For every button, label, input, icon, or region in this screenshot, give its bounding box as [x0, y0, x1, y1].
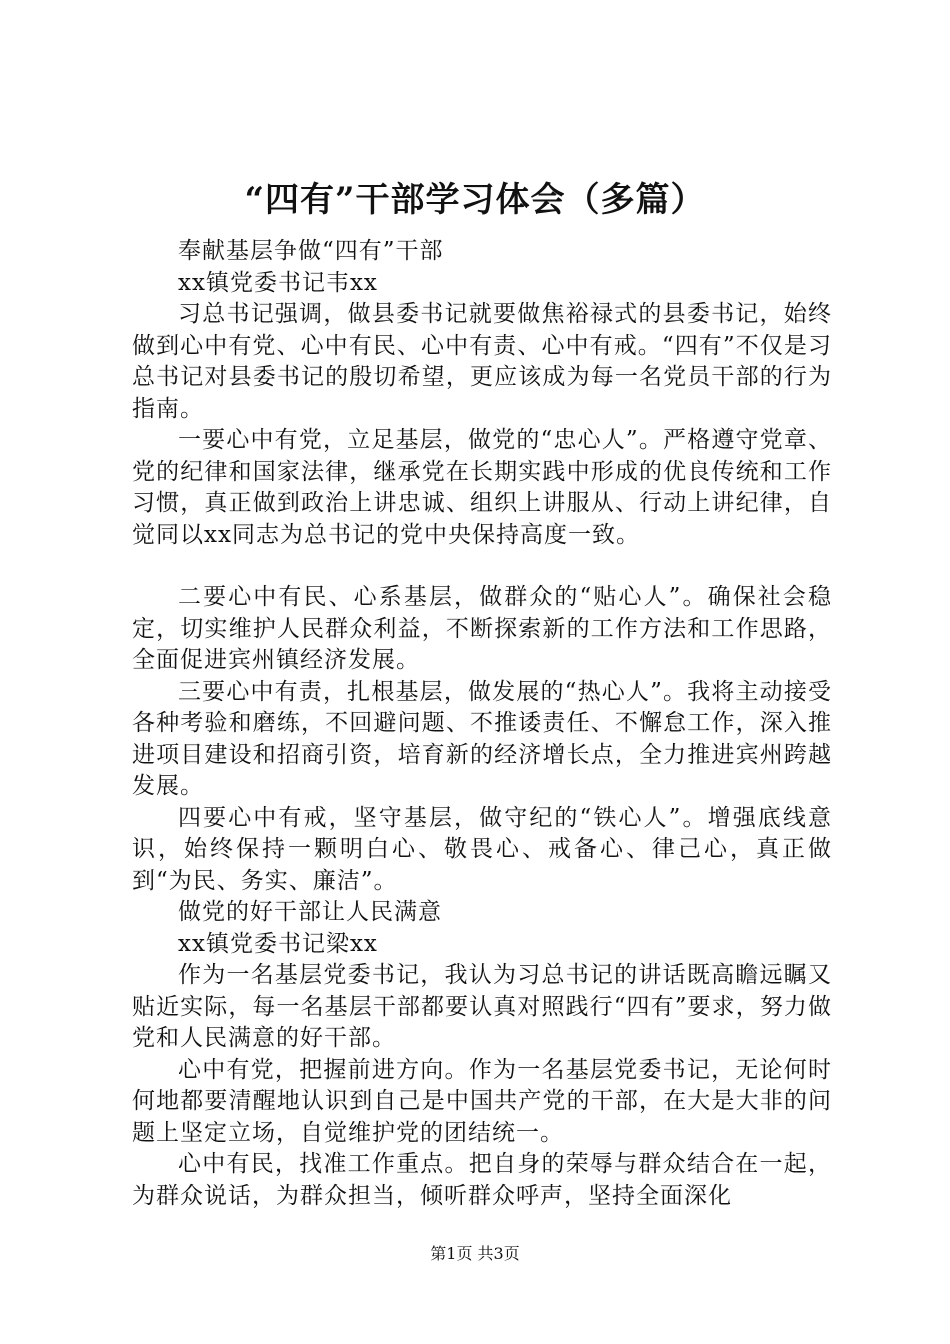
body-paragraph: 三要心中有责，扎根基层，做发展的“热心人”。我将主动接受各种考验和磨练，不回避问题、不推诿责任、不懈怠工作，深入推进项目建设和招商引资，培育新的经济增长点，全力推进宾州跨越发展。: [132, 678, 832, 799]
body-paragraph: 作为一名基层党委书记，我认为习总书记的讲话既高瞻远瞩又贴近实际，每一名基层干部都要认真对照践行“四有”要求，努力做党和人民满意的好干部。: [132, 962, 832, 1051]
document-title: “四有”干部学习体会（多篇）: [244, 180, 706, 220]
body-paragraph: 一要心中有党，立足基层，做党的“忠心人”。严格遵守党章、党的纪律和国家法律，继承党在长期实践中形成的优良传统和工作习惯，真正做到政治上讲忠诚、组织上讲服从、行动上讲纪律，自觉同以xx同志为总书记的党中央保持高度一致。: [132, 427, 832, 548]
document-body: [132, 236, 832, 1212]
body-paragraph: 心中有民，找准工作重点。把自身的荣辱与群众结合在一起，为群众说话，为群众担当，倾听群众呼声，坚持全面深化: [132, 1151, 832, 1209]
subtitle-paragraph: 做党的好干部让人民满意: [178, 899, 442, 925]
body-paragraph: 四要心中有戒，坚守基层，做守纪的“铁心人”。增强底线意识，始终保持一颗明白心、敬畏心、戒备心、律己心，真正做到“为民、务实、廉洁”。: [132, 804, 832, 894]
author-line: xx镇党委书记韦xx: [178, 269, 378, 296]
body-paragraph: 心中有党，把握前进方向。作为一名基层党委书记，无论何时何地都要清醒地认识到自己是中国共产党的干部，在大是大非的问题上坚定立场，自觉维护党的团结统一。: [132, 1056, 832, 1146]
body-paragraph: 习总书记强调，做县委书记就要做焦裕禄式的县委书记，始终做到心中有党、心中有民、心中有责、心中有戒。“四有”不仅是习总书记对县委书记的殷切希望，更应该成为每一名党员干部的行为指南。: [132, 301, 832, 422]
body-paragraph: 二要心中有民、心系基层，做群众的“贴心人”。确保社会稳定，切实维护人民群众利益，不断探索新的工作方法和工作思路，全面促进宾州镇经济发展。: [132, 584, 832, 673]
subtitle-paragraph: 奉献基层争做“四有”干部: [178, 238, 444, 264]
author-line: xx镇党委书记梁xx: [178, 930, 378, 957]
page-footer: 第1页 共3页: [430, 1244, 520, 1263]
